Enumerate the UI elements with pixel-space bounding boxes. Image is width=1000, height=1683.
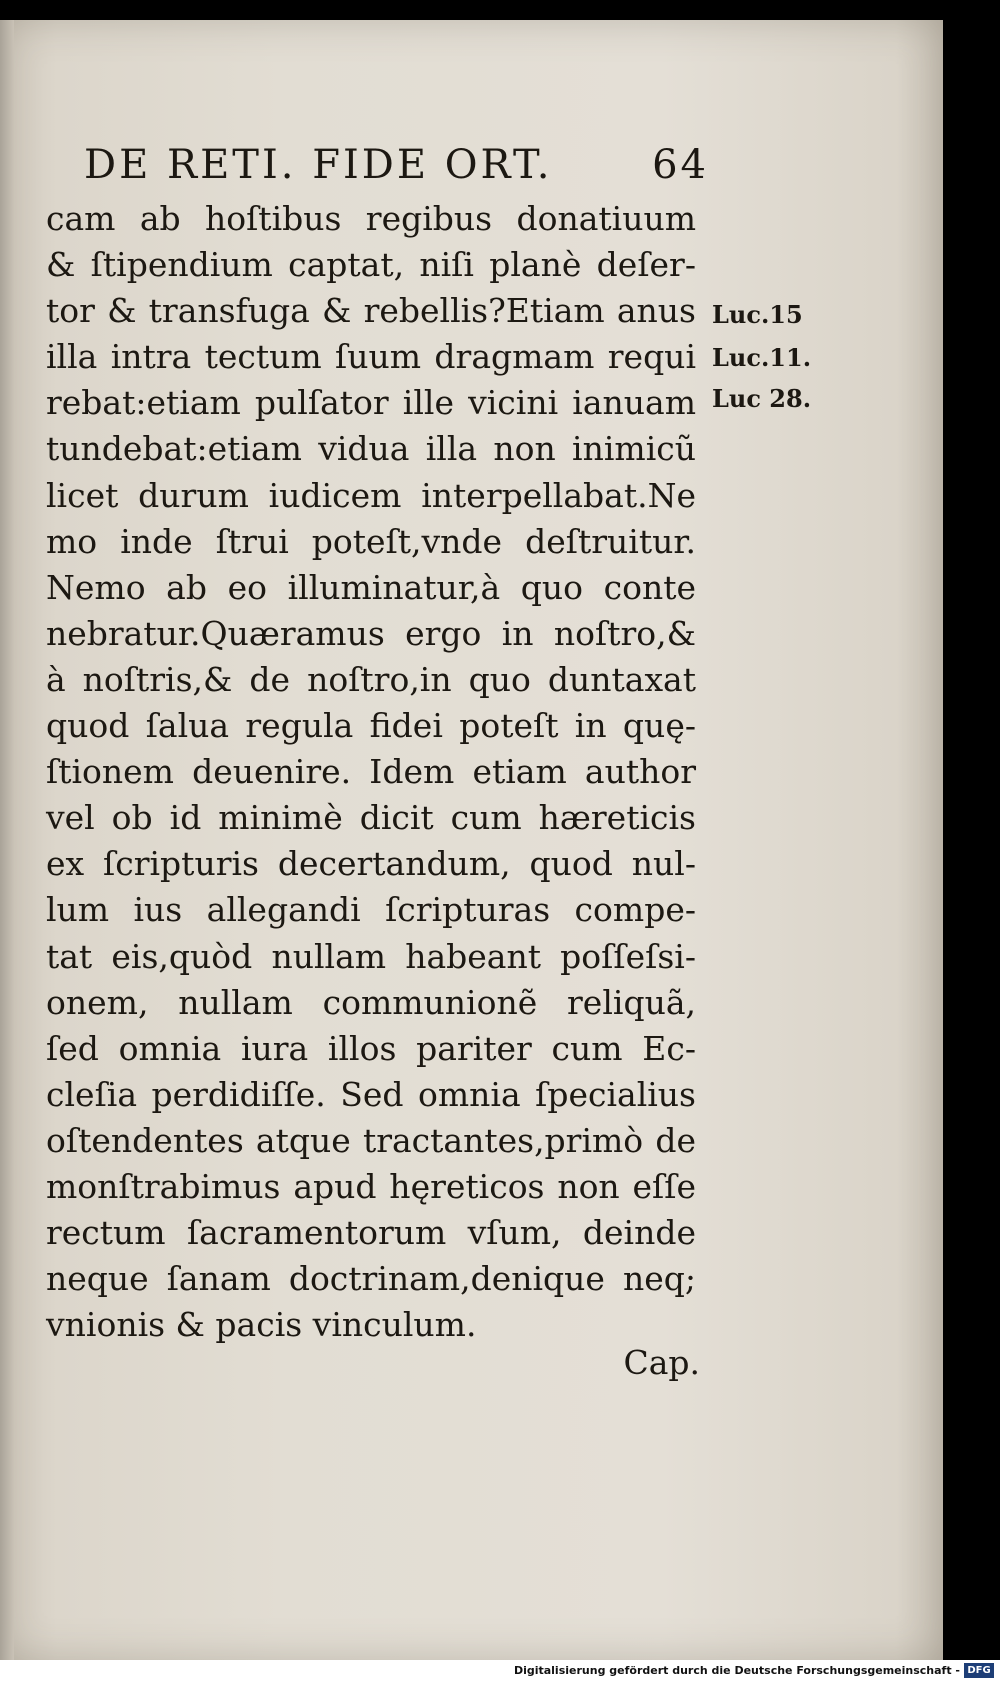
page-number: 64	[652, 142, 709, 188]
text-line: Nemo ab eo illuminatur,à quo conte	[46, 567, 696, 607]
text-line: ex ſcripturis decertandum, quod nul-	[46, 844, 696, 884]
running-head	[84, 142, 709, 192]
text-line: rectum ſacramentorum vſum, deinde	[46, 1213, 696, 1253]
text-line: mo inde ſtrui poteſt,vnde deſtruitur.	[46, 521, 696, 561]
text-line: vnionis & pacis vinculum.	[46, 1305, 477, 1345]
margin-note: Luc.15	[712, 300, 803, 329]
text-line: cam ab hoſtibus regibus donatiuum	[46, 199, 696, 238]
text-line: vel ob id minimè dicit cum hæreticis	[46, 798, 696, 838]
text-line: neque ſanam doctrinam,denique neq;	[46, 1259, 696, 1299]
text-line: ſtionem deuenire. Idem etiam author	[46, 752, 696, 792]
text-line: & ſtipendium captat, niſi planè deſer-	[46, 245, 696, 285]
text-line: tat eis,quòd nullam habeant poſſeſsi-	[46, 936, 696, 976]
text-line: licet durum iudicem interpellabat.Ne	[46, 475, 696, 515]
running-title: DE RETI. FIDE ORT.	[84, 142, 553, 188]
text-line: cleſia perdidiſſe. Sed omnia ſpecialius	[46, 1074, 696, 1114]
text-line: rebat:etiam pulſator ille vicini ianuam	[46, 383, 696, 423]
funding-credit: Digitalisierung gefördert durch die Deutsche Forschungsgemeinschaft -	[513, 1664, 960, 1677]
text-line: onem, nullam communionẽ reliquã,	[46, 982, 696, 1022]
text-line: à noſtris,& de noſtro,in quo duntaxat	[46, 659, 696, 699]
text-line: quod ſalua regula fidei poteſt in quę-	[46, 706, 696, 746]
text-line: tor & transfuga & rebellis?Etiam anus	[46, 291, 696, 331]
margin-note: Luc.11.	[712, 343, 812, 372]
text-line: oſtendentes atque tractantes,primò de	[46, 1120, 696, 1160]
dfg-logo: DFG	[964, 1663, 994, 1678]
body-text	[46, 196, 696, 1348]
page-gutter-edge	[0, 20, 14, 1660]
text-line: lum ius allegandi ſcripturas compe-	[46, 890, 696, 930]
digitization-footer	[0, 1660, 1000, 1683]
paper-page	[0, 20, 943, 1660]
margin-note: Luc 28.	[712, 384, 812, 413]
text-line: monſtrabimus apud hęreticos non eſſe	[46, 1166, 696, 1206]
text-line: ſed omnia iura illos pariter cum Ec-	[46, 1028, 696, 1068]
text-line: tundebat:etiam vidua illa non inimicũ	[46, 429, 696, 469]
text-line: nebratur.Quæramus ergo in noſtro,&	[46, 613, 696, 653]
catchword: Cap.	[623, 1343, 700, 1382]
text-line: illa intra tectum ſuum dragmam requi	[46, 337, 696, 377]
